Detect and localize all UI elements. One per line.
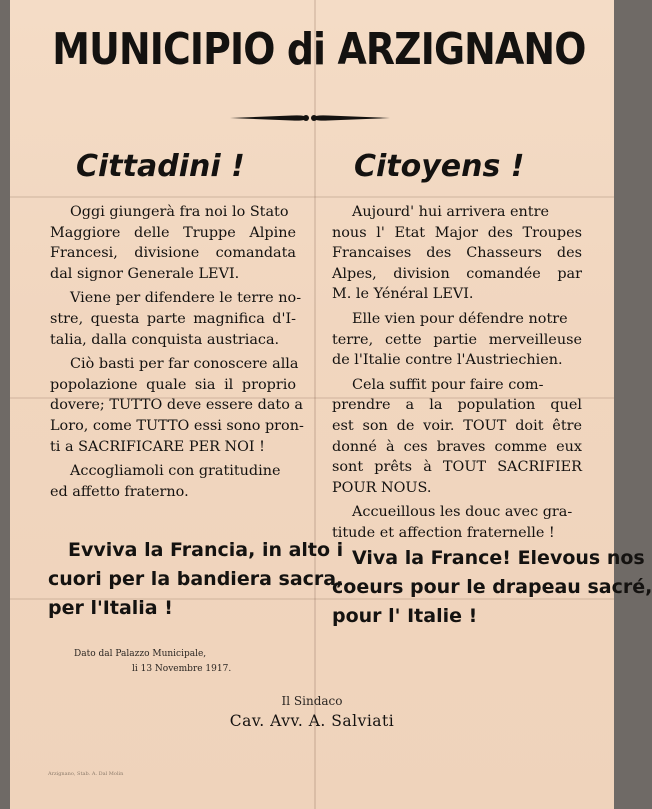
italian-proclamation xyxy=(50,202,304,506)
text-line: Accogliamoli con gratitudine xyxy=(70,463,281,480)
date-place-note xyxy=(74,647,231,677)
text-line: dovere; TUTTO deve essere dato a xyxy=(50,397,304,414)
french-heading: Citoyens ! xyxy=(354,149,525,184)
dated-line: Dato dal Palazzo Municipale, xyxy=(74,649,207,659)
paragraph xyxy=(332,375,582,499)
text-line: terre, cette partie merveilleuse xyxy=(332,331,582,348)
text-line: ti a SACRIFICARE PER NOI ! xyxy=(50,438,265,455)
text-line: popolazione quale sia il proprio xyxy=(50,376,296,393)
cheer-line: coeurs pour le drapeau sacré, xyxy=(332,576,652,598)
paragraph xyxy=(50,461,296,502)
text-line: ed affetto fraterno. xyxy=(50,483,189,500)
paragraph xyxy=(332,502,582,543)
cheer-line: cuori per la bandiera sacra, xyxy=(48,568,344,590)
italian-cheer xyxy=(48,536,344,623)
text-line: Francaises des Chasseurs des xyxy=(332,245,582,262)
text-line: Aujourd' hui arrivera entre xyxy=(352,204,549,220)
cheer-line: Viva la France! Elevous nos xyxy=(352,547,645,569)
text-line: Maggiore delle Truppe Alpine xyxy=(50,224,296,241)
mayor-title: Il Sindaco xyxy=(281,694,343,708)
text-line: talia, dalla conquista austriaca. xyxy=(50,331,280,348)
cheer-line: pour l' Italie ! xyxy=(332,605,478,627)
cheer-line: Evviva la Francia, in alto i xyxy=(68,539,344,561)
text-line: est son de voir. TOUT doit être xyxy=(332,417,582,434)
paragraph xyxy=(332,202,582,305)
text-line: Elle vien pour défendre notre xyxy=(352,310,568,327)
cheer-line: per l'Italia ! xyxy=(48,597,173,619)
text-line: M. le Yénéral LEVI. xyxy=(332,286,474,303)
text-line: Viene per difendere le terre no- xyxy=(70,290,302,307)
french-cheer xyxy=(332,544,652,631)
mayor-name: Cav. Avv. A. Salviati xyxy=(229,712,395,730)
text-line: donné à ces braves comme eux xyxy=(332,438,582,455)
paragraph xyxy=(50,288,302,350)
text-line: titude et affection fraternelle ! xyxy=(332,524,555,541)
text-line: POUR NOUS. xyxy=(332,479,432,496)
divider-ornament xyxy=(230,112,390,124)
text-line: Cela suffit pour faire com- xyxy=(352,376,544,393)
poster xyxy=(10,0,652,809)
french-proclamation xyxy=(332,202,582,548)
paragraph xyxy=(50,354,304,457)
printer-imprint: Arzignano, Stab. A. Dal Molin xyxy=(48,771,124,777)
text-line: dal signor Generale LEVI. xyxy=(50,265,240,282)
dated-line: li 13 Novembre 1917. xyxy=(132,664,232,674)
text-line: Oggi giungerà fra noi lo Stato xyxy=(70,204,289,220)
text-line: Accueillous les douc avec gra- xyxy=(352,504,573,521)
text-line: sont prêts à TOUT SACRIFIER xyxy=(332,459,582,476)
paragraph xyxy=(50,202,296,284)
text-line: Ciò basti per far conoscere alla xyxy=(70,356,299,373)
text-line: de l'Italie contre l'Austriechien. xyxy=(332,352,563,369)
text-line: Francesi, divisione comandata xyxy=(50,245,296,262)
italian-heading: Cittadini ! xyxy=(76,149,245,184)
text-line: prendre a la population quel xyxy=(332,397,582,414)
fold-crease-horizontal xyxy=(10,196,614,198)
text-line: stre, questa parte magnifica d'I- xyxy=(50,310,296,327)
text-line: Loro, come TUTTO essi sono pron- xyxy=(50,417,304,434)
text-line: Alpes, division comandée par xyxy=(332,265,582,282)
text-line: nous l' Etat Major des Troupes xyxy=(332,224,582,241)
poster-title: MUNICIPIO di ARZIGNANO xyxy=(52,24,586,75)
paragraph xyxy=(332,309,582,371)
